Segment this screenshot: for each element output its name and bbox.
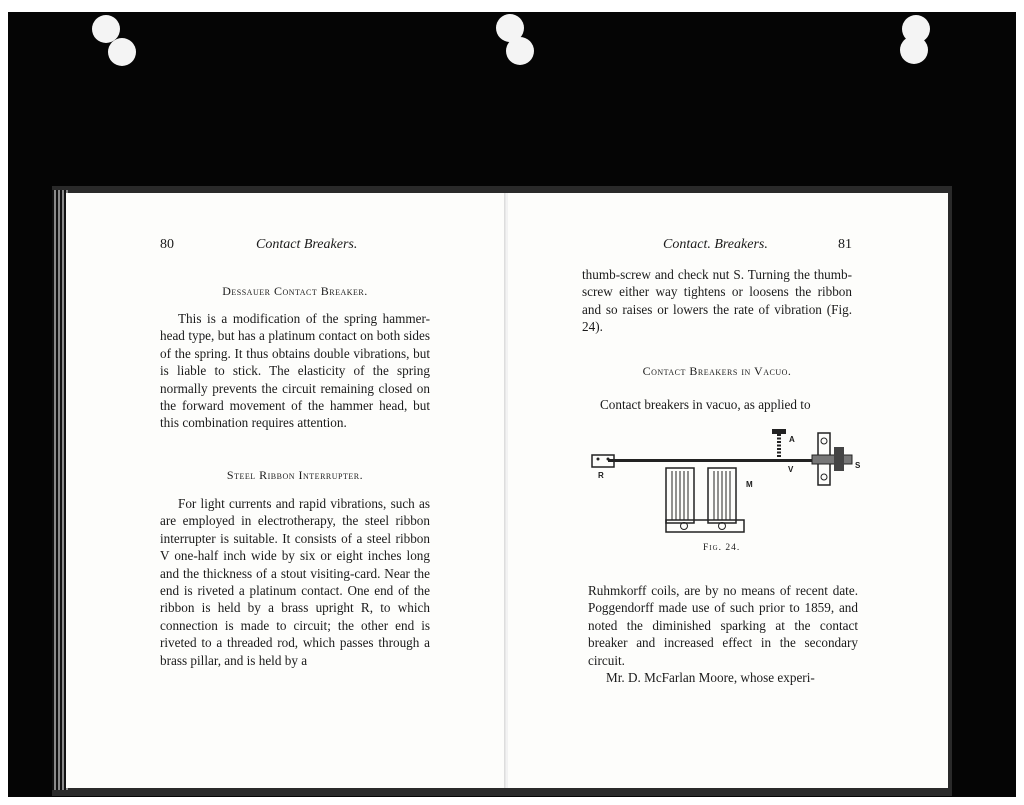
figure-24 (586, 425, 866, 555)
ruhmkorff-text: Ruhmkorff coils, are by no means of recent date. Poggendorff made use of such prior to 1859, and noted the diminished sparking at the contact breaker and increased effect in the secondary circuit. (588, 583, 858, 668)
continuation-paragraph (582, 266, 852, 336)
binder-clip-mid-bottom (506, 37, 534, 65)
right-running-title: Contact. Breakers. (663, 237, 768, 252)
steel-ribbon-text: For light currents and rapid vibrations, such as are employed in electrotherapy, the steel ribbon interrupter is suitable. It consists of a steel ribbon V one-half inch wide by six or eight inches long and the thickness of a stout visiting-card. Near the end is riveted a platinum contact. One end of the ribbon is held by a brass upright R, to which connection is made to circuit; the other end is riveted to a threaded rod, which passes through a brass pillar, and is held by a (160, 496, 430, 668)
figure-label-s: S (855, 461, 861, 470)
left-running-head (66, 237, 506, 255)
figure-label-v: V (788, 465, 794, 474)
section-title-dessauer: Dessauer Contact Breaker. (222, 284, 368, 298)
binder-clip-left-bottom (108, 38, 136, 66)
moore-text: Mr. D. McFarlan Moore, whose experi- (606, 670, 815, 686)
section-title-steel-ribbon: Steel Ribbon Interrupter. (226, 468, 364, 482)
left-page (66, 193, 506, 788)
ruhmkorff-paragraph (588, 582, 858, 686)
continuation-text: thumb-screw and check nut S. Turning the thumb-screw either way tightens or loosens the ribbon and so raises or lowers the rate of vibration (Fig. 24). (582, 267, 852, 335)
right-page-number: 81 (838, 237, 852, 252)
figure-label-m: M (746, 480, 753, 489)
right-running-head (508, 237, 948, 255)
right-page (508, 193, 948, 788)
left-running-title: Contact Breakers. (256, 237, 358, 252)
binder-clip-right-bottom (900, 36, 928, 64)
dessauer-text: This is a modification of the spring hammer-head type, but has a platinum contact on both sides of the spring. It thus obtains double vibrations, but is liable to stick. The elasticity of the spring normally prevents the circuit remaining closed on the forward movement of the hammer head, but this combination requires attention. (160, 311, 430, 431)
figure-label-r: R (598, 471, 604, 480)
steel-ribbon-interrupter-diagram (586, 425, 866, 535)
steel-ribbon-paragraph (160, 495, 430, 669)
dessauer-paragraph (160, 310, 430, 432)
figure-caption: Fig. 24. (703, 543, 741, 553)
vacuo-text: Contact breakers in vacuo, as applied to (600, 397, 811, 412)
left-page-number: 80 (160, 237, 174, 252)
section-title-vacuo: Contact Breakers in Vacuo. (642, 364, 792, 378)
figure-label-a: A (789, 435, 795, 444)
vacuo-paragraph (582, 396, 852, 413)
